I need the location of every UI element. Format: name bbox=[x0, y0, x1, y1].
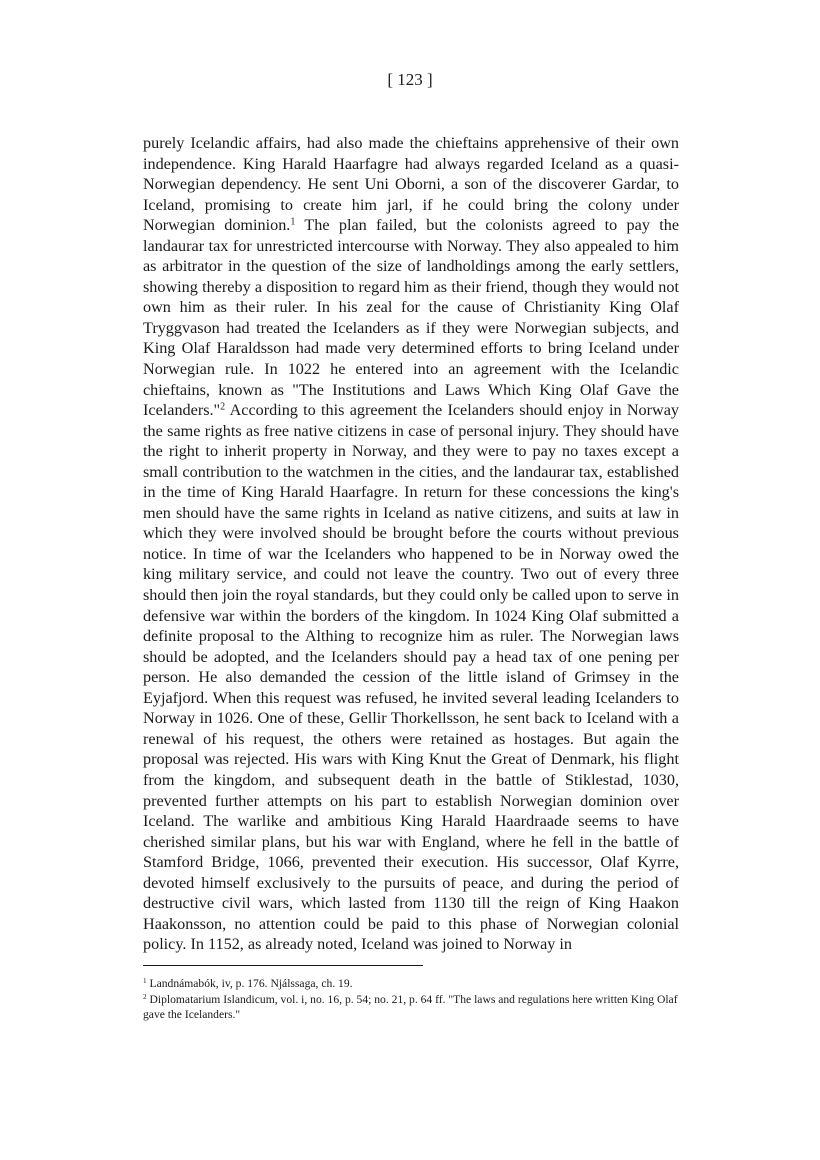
footnote-reference-1: 1 bbox=[290, 216, 296, 228]
body-text-part-1: purely Icelandic affairs, had also made the chieftains apprehensive of their own independence. King Harald Haarfagre had always regarded Iceland as a quasi-Norwegian dependency. He sent Uni Oborni, a son of the discoverer Gardar, to Iceland, promising to create him jarl, if he could bring the colony under Norwegian dominion. bbox=[143, 134, 679, 235]
body-text-part-3: According to this agreement the Icelanders should enjoy in Norway the same rights as free native citizens in case of personal injury. They should have the right to inherit property in Norway, and they were to pay no taxes except a small contribution to the watchmen in the cities, and the landaurar tax, established in the time of King Harald Haarfagre. In return for these concessions the king's men should have the same rights in Iceland as native citizens, and suits at law in which they were involved should be brought before the courts without previous notice. In time of war the Icelanders who happened to be in Norway owed the king military service, and could not leave the country. Two out of every three should then join the royal standards, but they could only be called upon to serve in defensive war within the borders of the kingdom. In 1024 King Olaf submitted a definite proposal to the Althing to recognize him as ruler. The Norwegian laws should be adopted, and the Icelanders should pay a head tax of one pening per person. He also demanded the cession of the little island of Grimsey in the Eyjafjord. When this request was refused, he invited several leading Icelanders to Norway in 1026. One of these, Gellir Thorkellsson, he sent back to Iceland with a renewal of his request, the others were retained as hostages. But again the proposal was rejected. His wars with King Knut the Great of Denmark, his flight from the kingdom, and subsequent death in the battle of Stiklestad, 1030, prevented further attempts on his part to establish Norwegian dominion over Iceland. The warlike and ambitious King Harald Haardraade seems to have cherished similar plans, but his war with England, where he fell in the battle of Stamford Bridge, 1066, prevented their execution. His successor, Olaf Kyrre, devoted himself exclusively to the pursuits of peace, and during the period of destructive civil wars, which lasted from 1130 till the reign of King Haakon Haakonsson, no attention could be paid to this phase of Norwegian colonial policy. In 1152, as already noted, Iceland was joined to Norway in bbox=[143, 401, 679, 954]
footnote-1 bbox=[143, 976, 679, 992]
body-text bbox=[143, 133, 679, 955]
footnote-text: Landnámabók, iv, p. 176. Njálssaga, ch. 19. bbox=[146, 977, 353, 990]
footnote-2 bbox=[143, 992, 679, 1023]
footnote-marker: 1 bbox=[143, 977, 147, 986]
footnotes bbox=[143, 976, 679, 1023]
footnote-text: Diplomatarium Islandicum, vol. i, no. 16, p. 54; no. 21, p. 64 ff. "The laws and regulations here written King Olaf gave the Icelanders." bbox=[143, 992, 678, 1021]
page-number: [ 123 ] bbox=[387, 70, 433, 89]
body-text-part-2: The plan failed, but the colonists agreed to pay the landaurar tax for unrestricted intercourse with Norway. They also appealed to him as arbitrator in the question of the size of landholdings among the early settlers, showing thereby a disposition to regard him as their friend, though they would not own him as their ruler. In his zeal for the cause of Christianity King Olaf Tryggvason had treated the Icelanders as if they were Norwegian subjects, and King Olaf Haraldsson had made very determined efforts to bring Iceland under Norwegian rule. In 1022 he entered into an agreement with the Icelandic chieftains, known as "The Institutions and Laws Which King Olaf Gave the Icelanders." bbox=[143, 216, 679, 420]
footnote-reference-2: 2 bbox=[220, 401, 226, 413]
footnote-divider bbox=[143, 965, 423, 966]
footnote-marker: 2 bbox=[143, 992, 147, 1001]
